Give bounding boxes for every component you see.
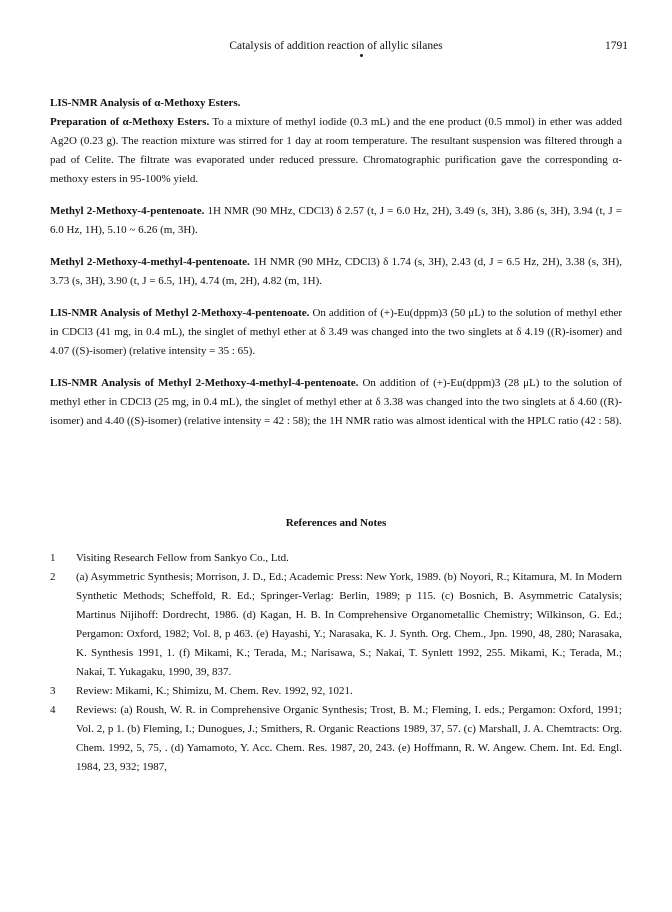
lis-2-text: On addition of (+)-Eu(dppm)3 (28 μL) to the solution of methyl ether in CDCl3 (25 mg, in 0.4 mL), the singlet of methyl ether at δ 3.38 was changed into the two singlets at δ 4.60 ((R)-isomer) and 4.40 ((S)-isomer) (relative intensity = 42 : 58); the 1H NMR ratio was almost identical with the HPLC ratio (42 : 58). bbox=[50, 377, 622, 427]
running-header bbox=[50, 40, 628, 60]
reference-number: 3 bbox=[50, 685, 56, 697]
compound-2-nmr: 1H NMR (90 MHz, CDCl3) δ 1.74 (s, 3H), 2.43 (d, J = 6.5 Hz, 2H), 3.38 (s, 3H), 3.73 (s, 3H), 3.90 (t, J = 6.5, 1H), 4.74 (m, 2H), 4.82 (m, 1H). bbox=[50, 256, 623, 287]
reference-text: Reviews: (a) Roush, W. R. in Comprehensive Organic Synthesis; Trost, B. M.; Fleming, I. eds.; Pergamon: Oxford, 1991; Vol. 2, p 1. (b) Fleming, I.; Dunogues, J.; Smithers, R. Organic Reactions 1989, 37, 57. (c) Marshall, J. A. Chemtracts: Org. Chem. 1992, 5, 75, . (d) Yamamoto, Y. Acc. Chem. Res. 1987, 20, 243. (e) Hoffmann, R. W. Angew. Chem. Int. Ed. Engl. 1984, 23, 932; 1987, bbox=[76, 704, 622, 773]
compound-1-nmr: 1H NMR (90 MHz, CDCl3) δ 2.57 (t, J = 6.0 Hz, 2H), 3.49 (s, 3H), 3.86 (s, 3H), 3.94 (t, J = 6.0 Hz, 1H), 5.10 ~ 6.26 (m, 3H). bbox=[50, 205, 623, 236]
running-title: Catalysis of addition reaction of allylic silanes bbox=[229, 40, 443, 52]
speck-mark bbox=[360, 54, 363, 57]
compound-1-paragraph bbox=[50, 202, 622, 240]
section-heading: LIS-NMR Analysis of α-Methoxy Esters. bbox=[50, 97, 241, 109]
reference-item bbox=[50, 549, 622, 568]
reference-item bbox=[50, 682, 622, 701]
lis-1-text: On addition of (+)-Eu(dppm)3 (50 μL) to the solution of methyl ether in CDCl3 (41 mg, in 0.4 mL), the singlet of methyl ether at δ 3.49 was changed into the two singlets at δ 4.19 ((R)-isomer) and 4.07 ((S)-isomer) (relative intensity = 35 : 65). bbox=[50, 307, 623, 357]
reference-number: 1 bbox=[50, 552, 56, 564]
preparation-paragraph bbox=[50, 113, 622, 189]
references-list bbox=[50, 549, 622, 777]
reference-number: 4 bbox=[50, 704, 56, 716]
preparation-text: To a mixture of methyl iodide (0.3 mL) and the ene product (0.5 mmol) in ether was added Ag2O (0.23 g). The reaction mixture was stirred for 1 day at room temperature. The resultant suspension was filtered through a pad of Celite. The filtrate was evaporated under reduced pressure. Chromatographic purification gave the corresponding α-methoxy esters in 95-100% yield. bbox=[50, 116, 622, 185]
compound-2-paragraph bbox=[50, 253, 622, 291]
reference-number: 2 bbox=[50, 571, 56, 583]
compound-1-name: Methyl 2-Methoxy-4-pentenoate. bbox=[50, 205, 205, 217]
lis-analysis-1 bbox=[50, 304, 622, 361]
page-number: 1791 bbox=[605, 40, 628, 52]
reference-text: Review: Mikami, K.; Shimizu, M. Chem. Rev. 1992, 92, 1021. bbox=[76, 685, 353, 697]
reference-item bbox=[50, 568, 622, 682]
lis-2-heading: LIS-NMR Analysis of Methyl 2-Methoxy-4-methyl-4-pentenoate. bbox=[50, 377, 359, 389]
page bbox=[50, 40, 628, 777]
lis-analysis-2 bbox=[50, 374, 622, 431]
references-heading: References and Notes bbox=[285, 517, 387, 529]
reference-item bbox=[50, 701, 622, 777]
reference-text: (a) Asymmetric Synthesis; Morrison, J. D., Ed.; Academic Press: New York, 1989. (b) Noyori, R.; Kitamura, M. In Modern Synthetic Methods; Scheffold, R. Ed.; Springer-Verlag: Berlin, 1989; p 115. (c) Bosnich, B. Asymmetric Catalysis; Martinus Nijihoff: Dordrecht, 1986. (d) Kagan, H. B. In Comprehensive Organometallic Chemistry; Wilkinson, G. Ed.; Pergamon: Oxford, 1982; Vol. 8, p 463. (e) Hayashi, Y.; Narasaka, K. J. Synth. Org. Chem., Jpn. 1990, 48, 280; Narasaka, K. Synthesis 1991, 1. (f) Mikami, K.; Terada, M.; Narisawa, S.; Nakai, T. Synlett 1992, 255. Mikami, K.; Terada, M.; Nakai, T. Yukagaku, 1990, 39, 837. bbox=[76, 571, 622, 678]
compound-2-name: Methyl 2-Methoxy-4-methyl-4-pentenoate. bbox=[50, 256, 250, 268]
preparation-heading: Preparation of α-Methoxy Esters. bbox=[50, 116, 210, 128]
lis-1-heading: LIS-NMR Analysis of Methyl 2-Methoxy-4-pentenoate. bbox=[50, 307, 310, 319]
reference-text: Visiting Research Fellow from Sankyo Co., Ltd. bbox=[76, 552, 289, 564]
